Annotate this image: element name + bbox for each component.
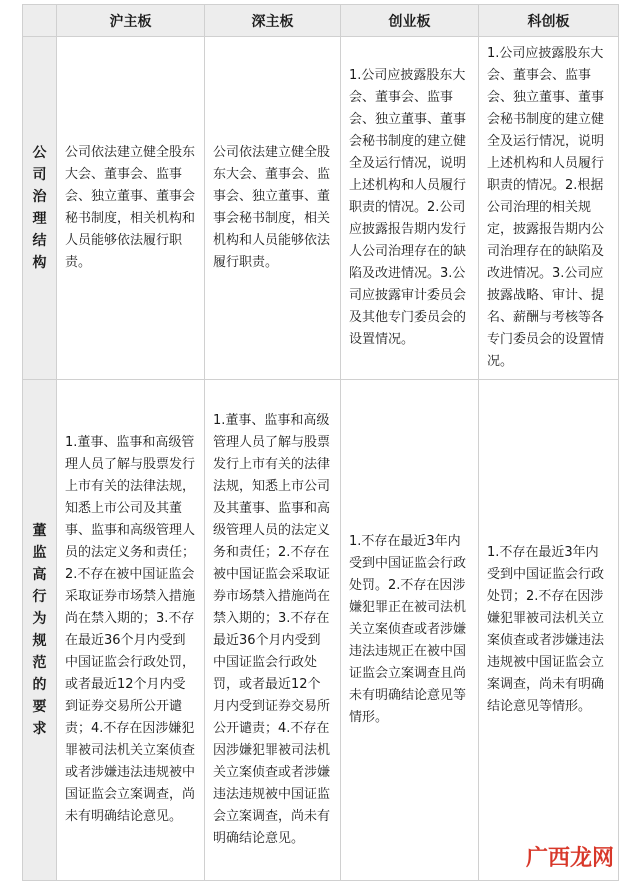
table-cell: 公司依法建立健全股东大会、董事会、监事会、独立董事、董事会秘书制度，相关机构和人员能够依法履行职责。 [205,37,341,380]
row-label-conduct [23,380,57,881]
table-row-conduct [23,380,619,881]
table-row-governance [23,37,619,380]
header-chinext: 创业板 [341,5,479,37]
row-label-text: 董 监 高 行 为 规 范 的 要 求 [32,523,47,737]
header-corner [23,5,57,37]
table-cell: 1.不存在最近3年内受到中国证监会行政处罚；2.不存在因涉嫌犯罪被司法机关立案侦查或者涉嫌违法违规被中国证监会立案调查，尚未有明确结论意见等情形。 [479,380,619,881]
table-cell: 1.董事、监事和高级管理人员了解与股票发行上市有关的法律法规，知悉上市公司及其董事、监事和高级管理人员的法定义务和责任；2.不存在被中国证监会采取证券市场禁入措施尚在禁入期的；3.不存在最近36个月内受到中国证监会行政处罚，或者最近12个月内受到证券交易所公开谴责；4.不存在因涉嫌犯罪被司法机关立案侦查或者涉嫌违法违规被中国证监会立案调查，尚未有明确结论意见。 [57,380,205,881]
header-sh-main-board: 沪主板 [57,5,205,37]
watermark-logo: 广西龙网 [525,846,614,871]
header-star-market: 科创板 [479,5,619,37]
table-cell: 1.公司应披露股东大会、董事会、监事会、独立董事、董事会秘书制度的建立健全及运行情况，说明上述机构和人员履行职责的情况。2.根据公司治理的相关规定，披露报告期内公司治理存在的缺陷及改进情况。3.公司应披露战略、审计、提名、薪酬与考核等各专门委员会的设置情况。 [479,37,619,380]
row-label-text: 公 司 治 理 结 构 [32,145,47,271]
table-cell: 公司依法建立健全股东大会、董事会、监事会、独立董事、董事会秘书制度，相关机构和人员能够依法履行职责。 [57,37,205,380]
row-label-governance [23,37,57,380]
comparison-table [22,4,619,881]
header-sz-main-board: 深主板 [205,5,341,37]
table-cell: 1.董事、监事和高级管理人员了解与股票发行上市有关的法律法规，知悉上市公司及其董事、监事和高级管理人员的法定义务和责任；2.不存在被中国证监会采取证券市场禁入措施尚在禁入期的；3.不存在最近36个月内受到中国证监会行政处罚，或者最近12个月内受到证券交易所公开谴责；4.不存在因涉嫌犯罪被司法机关立案侦查或者涉嫌违法违规被中国证监会立案调查，尚未有明确结论意见。 [205,380,341,881]
table-cell: 1.公司应披露股东大会、董事会、监事会、独立董事、董事会秘书制度的建立健全及运行情况，说明上述机构和人员履行职责的情况。2.公司应披露报告期内发行人公司治理存在的缺陷及改进情况。3.公司应披露审计委员会及其他专门委员会的设置情况。 [341,37,479,380]
table-header-row [23,5,619,37]
table-cell: 1.不存在最近3年内受到中国证监会行政处罚。2.不存在因涉嫌犯罪正在被司法机关立案侦查或者涉嫌违法违规正在被中国证监会立案调查且尚未有明确结论意见等情形。 [341,380,479,881]
